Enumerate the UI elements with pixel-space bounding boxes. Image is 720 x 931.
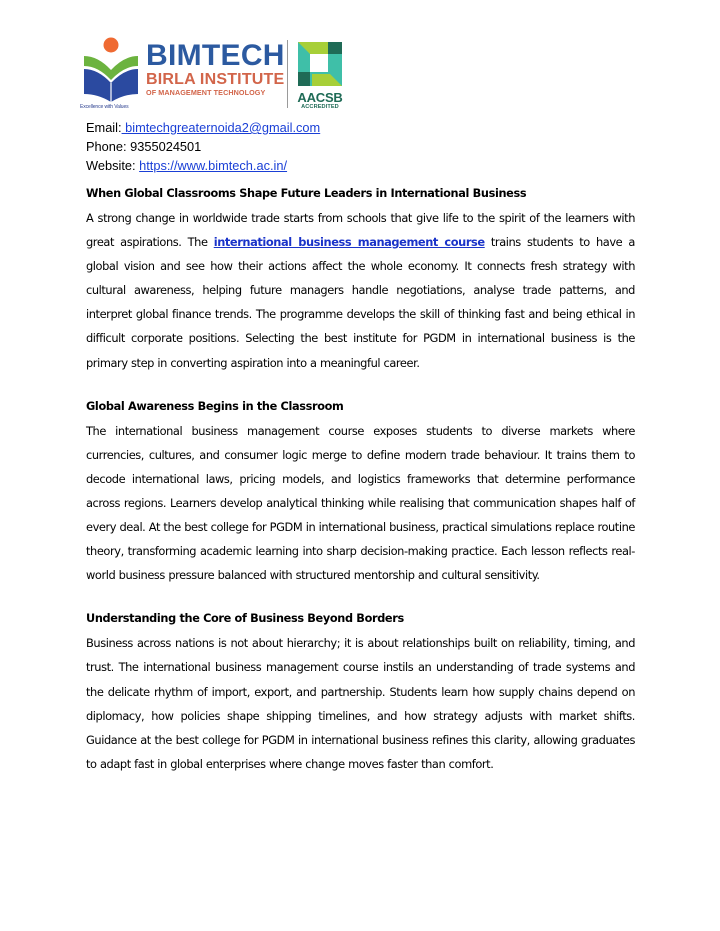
intro-paragraph	[86, 206, 635, 375]
website-link[interactable]: https://www.bimtech.ac.in/	[139, 158, 288, 173]
section-heading-core-business: Understanding the Core of Business Beyond Borders	[86, 612, 404, 626]
intro-after-link: trains students to have a global vision and see how their actions affect the whole economy. It connects fresh strategy with cultural awareness, helping future managers handle negotiations, analyse trade patterns, and interpret global finance trends. The programme develops the skill of thinking fast and being ethical in difficult corporate positions. Selecting the best institute for PGDM in international business is the primary step in converting aspiration into a meaningful career.	[86, 235, 635, 370]
phone-value: 9355024501	[126, 139, 202, 154]
bimtech-logo	[80, 36, 350, 112]
brand-sub2: OF MANAGEMENT TECHNOLOGY	[146, 88, 266, 97]
section-body-core-business: Business across nations is not about hierarchy; it is about relationships built on reliability, timing, and trust. The international business management course instils an understanding of trade systems and the delicate rhythm of import, export, and partnership. Students learn how supply chains depend on diplomacy, how policies shape shipping timelines, and how strategy adjusts with market shifts. Guidance at the best college for PGDM in international business refines this clarity, allowing graduates to adapt fast in global enterprises where change moves faster than comfort.	[86, 636, 635, 771]
intro-before-link: A strong change in worldwide trade starts from schools that give life to the spirit of the learners with great aspirations. The	[86, 211, 635, 250]
spacer	[86, 587, 635, 609]
website-line	[86, 156, 320, 175]
aacsb-accredited-label: ACCREDITED	[301, 104, 339, 110]
phone-label: Phone:	[86, 139, 127, 154]
aacsb-mark-icon	[298, 42, 342, 86]
emblem-tagline: Excellence with Values	[80, 104, 129, 110]
spacer	[86, 375, 635, 397]
brand-main: BIMTECH	[146, 39, 285, 72]
article	[86, 184, 635, 776]
book-emblem-icon	[80, 36, 142, 112]
article-title: When Global Classrooms Shape Future Leaders in International Business	[86, 187, 527, 200]
logo-divider	[287, 40, 288, 108]
brand-sub: BIRLA INSTITUTE	[146, 71, 285, 88]
course-link[interactable]: international business management course	[213, 235, 485, 250]
phone-line	[86, 137, 320, 156]
brand-wordmark	[146, 39, 285, 97]
contact-block	[86, 118, 320, 175]
email-line	[86, 118, 320, 137]
email-link[interactable]: bimtechgreaternoida2@gmail.com	[121, 120, 321, 135]
email-label: Email:	[86, 120, 122, 135]
website-label: Website:	[86, 158, 136, 173]
section-body-global-awareness: The international business management course exposes students to diverse markets where currencies, cultures, and consumer logic merge to define modern trade behaviour. It trains them to decode international laws, pricing models, and logistics frameworks that determine performance across regions. Learners develop analytical thinking while realising that communication shapes half of every deal. At the best college for PGDM in international business, practical simulations replace routine theory, transforming academic learning into sharp decision-making practice. Each lesson reflects real-world business pressure balanced with structured mentorship and cultural sensitivity.	[86, 423, 635, 583]
section-heading-global-awareness: Global Awareness Begins in the Classroom	[86, 399, 344, 413]
aacsb-label: AACSB	[297, 90, 343, 105]
aacsb-badge	[294, 42, 346, 111]
